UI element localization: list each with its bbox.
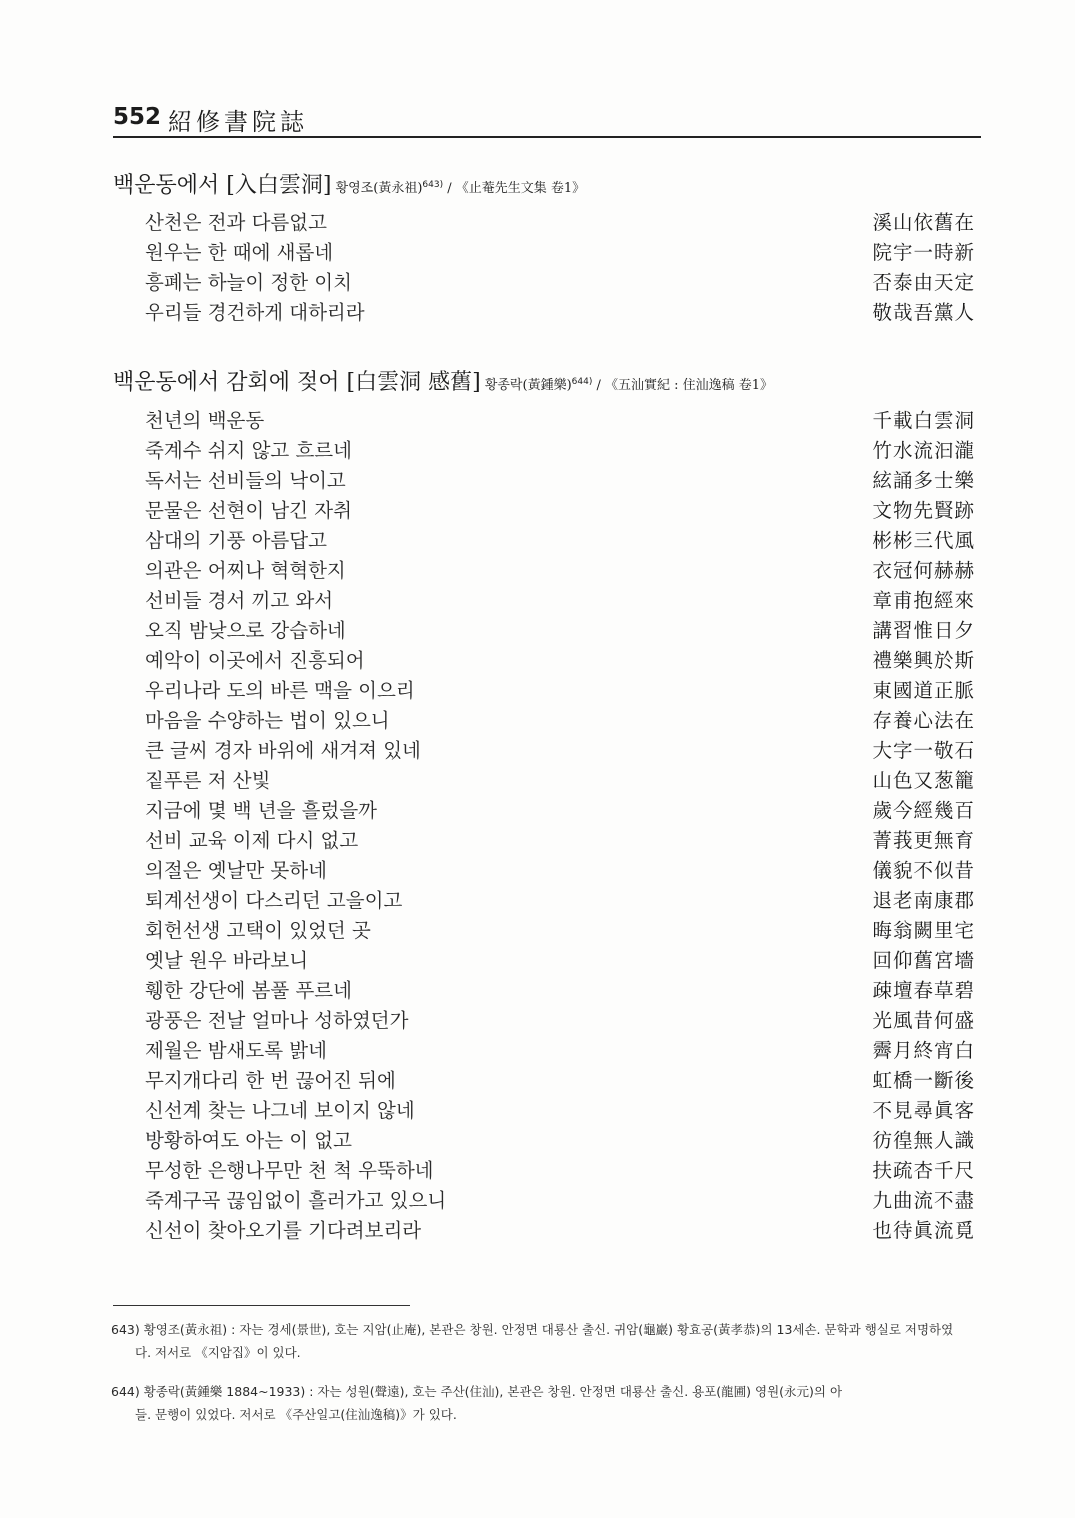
poem1-note-ref: 643) — [422, 180, 444, 190]
footnote-644-line2: 들. 문행이 있었다. 저서로 《주산일고(住汕逸稿)》가 있다. — [135, 1407, 457, 1422]
poem-line-korean: 신선계 찾는 나그네 보이지 않네 — [145, 1099, 415, 1122]
poem-line-hanja: 大字一敬石 — [872, 739, 975, 762]
poem-line-hanja: 山色又葱籠 — [872, 769, 975, 792]
poem-line-hanja: 霽月終宵白 — [872, 1039, 975, 1062]
poem-line-hanja: 存養心法在 — [872, 709, 975, 732]
poem-line-korean: 죽계구곡 끊임없이 흘러가고 있으니 — [145, 1189, 447, 1212]
poem-line — [145, 855, 975, 885]
poem-line-korean: 신선이 찾아오기를 기다려보리라 — [145, 1219, 422, 1242]
page-header — [113, 100, 981, 138]
poem-line-korean: 제월은 밤새도록 밝네 — [145, 1039, 327, 1062]
poem1-source: 《止菴先生文集 卷1》 — [455, 181, 586, 196]
poem-line-korean: 의관은 어찌나 혁혁한지 — [145, 559, 346, 582]
poem-line — [145, 945, 975, 975]
poem-line-korean: 선비들 경서 끼고 와서 — [145, 589, 334, 612]
poem-line-hanja: 回仰舊宮墻 — [872, 949, 975, 972]
poem-line — [145, 735, 975, 765]
poem-line-korean: 옛날 원우 바라보니 — [145, 949, 309, 972]
poem2-title — [113, 365, 983, 396]
poem-line-korean: 우리나라 도의 바른 맥을 이으리 — [145, 679, 415, 702]
poem-line — [145, 645, 975, 675]
poem-line-hanja: 溪山依舊在 — [872, 211, 975, 234]
poem1-author: 황영조(黃永祖) — [331, 181, 423, 196]
poem-line — [145, 465, 975, 495]
poem-line-hanja: 虹橋一斷後 — [872, 1069, 975, 1092]
poem-line — [145, 795, 975, 825]
poem-line-korean: 흥폐는 하늘이 정한 이치 — [145, 271, 352, 294]
poem-line — [145, 885, 975, 915]
poem2-title-korean: 백운동에서 감회에 젖어 — [113, 370, 347, 395]
poem2-separator: / — [592, 378, 605, 393]
poem-line-hanja: 衣冠何赫赫 — [872, 559, 975, 582]
poem-line-korean: 퇴계선생이 다스리던 고을이고 — [145, 889, 403, 912]
poem-line-hanja: 彷徨無人識 — [872, 1129, 975, 1152]
poem-line-hanja: 院宇一時新 — [872, 241, 975, 264]
poem-line-korean: 큰 글씨 경자 바위에 새겨져 있네 — [145, 739, 421, 762]
poem-line-hanja: 敬哉吾黨人 — [872, 301, 975, 324]
poem-line — [145, 405, 975, 435]
poem-line-hanja: 否泰由天定 — [872, 271, 975, 294]
poem-line — [145, 615, 975, 645]
footnote-643-line2: 다. 저서로 《지암집》이 있다. — [135, 1345, 301, 1360]
poem-line — [145, 705, 975, 735]
poem1-title-hanja: [入白雲洞] — [226, 173, 332, 198]
poem-line-hanja: 扶疏杏千尺 — [872, 1159, 975, 1182]
poem-line-korean: 산천은 전과 다름없고 — [145, 211, 327, 234]
poem-line — [145, 675, 975, 705]
poem-line — [145, 1065, 975, 1095]
poem-line — [145, 1035, 975, 1065]
poem-line-korean: 독서는 선비들의 낙이고 — [145, 469, 346, 492]
footnote-643 — [113, 1318, 983, 1364]
poem-line-korean: 우리들 경건하게 대하리라 — [145, 301, 365, 324]
poem-line-hanja: 九曲流不盡 — [872, 1189, 975, 1212]
poem-line-hanja: 歲今經幾百 — [872, 799, 975, 822]
poem-line — [145, 435, 975, 465]
poem-line-korean: 의절은 옛날만 못하네 — [145, 859, 327, 882]
poem-line-hanja: 章甫抱經來 — [872, 589, 975, 612]
footnote-644-line1: 644) 황종락(黃鍾樂 1884~1933) : 자는 성원(聲遠), 호는 주산(住汕), 본관은 창원. 안정면 대룡산 출신. 용포(龍圃) 영원(永元)의 아 — [111, 1384, 843, 1399]
poem-line-hanja: 絃誦多士樂 — [872, 469, 975, 492]
poem2-title-hanja: [白雲洞 感舊] — [346, 370, 481, 395]
poem-line-hanja: 不見尋眞客 — [872, 1099, 975, 1122]
poem-line — [145, 585, 975, 615]
poem-line-hanja: 東國道正脈 — [872, 679, 975, 702]
poem-line-hanja: 菁莪更無育 — [872, 829, 975, 852]
poem-line-korean: 지금에 몇 백 년을 흘렀을까 — [145, 799, 378, 822]
poem1-title-korean: 백운동에서 — [113, 173, 227, 198]
poem-line-korean: 마음을 수양하는 법이 있으니 — [145, 709, 390, 732]
poem-line — [145, 1005, 975, 1035]
poem-line-korean: 회헌선생 고택이 있었던 곳 — [145, 919, 371, 942]
poem-line-korean: 삼대의 기풍 아름답고 — [145, 529, 327, 552]
footnote-643-line1: 643) 황영조(黃永祖) : 자는 경세(景世), 호는 지암(止庵), 본관은 창원. 안정면 대룡산 출신. 귀암(龜巖) 황효공(黃孝恭)의 13세손. 문학과 행실로 저명하였 — [111, 1322, 954, 1337]
poem-line-korean: 천년의 백운동 — [145, 409, 265, 432]
poem-line-korean: 휑한 강단에 봄풀 푸르네 — [145, 979, 352, 1002]
poem-line-hanja: 彬彬三代風 — [872, 529, 975, 552]
poem-line-korean: 짙푸른 저 산빛 — [145, 769, 271, 792]
poem-line — [145, 525, 975, 555]
poem-line — [145, 1125, 975, 1155]
poem-line-korean: 무지개다리 한 번 끊어진 뒤에 — [145, 1069, 396, 1092]
poem-line-hanja: 禮樂興於斯 — [872, 649, 975, 672]
poem-line-korean: 문물은 선현이 남긴 자취 — [145, 499, 352, 522]
poem2-source: 《五汕實紀 : 住汕逸稿 卷1》 — [605, 378, 774, 393]
poem-line — [145, 1155, 975, 1185]
poem-line — [145, 207, 975, 237]
footnote-divider — [113, 1305, 410, 1306]
poem2-note-ref: 644) — [571, 377, 593, 387]
poem1-title — [113, 168, 983, 199]
poem-line — [145, 1185, 975, 1215]
poem-line — [145, 297, 975, 327]
poem-line-hanja: 退老南康郡 — [872, 889, 975, 912]
poem-line-korean: 예악이 이곳에서 진흥되어 — [145, 649, 365, 672]
poem-line — [145, 237, 975, 267]
poem-line-korean: 오직 밤낮으로 강습하네 — [145, 619, 346, 642]
poem-line — [145, 915, 975, 945]
poem-line — [145, 1095, 975, 1125]
poem-line — [145, 267, 975, 297]
poem-line — [145, 495, 975, 525]
poem-line — [145, 975, 975, 1005]
poem-line-hanja: 儀貌不似昔 — [872, 859, 975, 882]
poem-line-korean: 원우는 한 때에 새롭네 — [145, 241, 334, 264]
footnote-644 — [113, 1380, 983, 1426]
poem-line-hanja: 講習惟日夕 — [872, 619, 975, 642]
poem-line-hanja: 光風昔何盛 — [872, 1009, 975, 1032]
poem-line-hanja: 竹水流汩瀧 — [872, 439, 975, 462]
poem-line-hanja: 也待眞流覓 — [872, 1219, 975, 1242]
poem2-author: 황종락(黃鍾樂) — [480, 378, 572, 393]
poem-line — [145, 555, 975, 585]
poem1-separator: / — [443, 181, 456, 196]
poem-line-korean: 죽계수 쉬지 않고 흐르네 — [145, 439, 352, 462]
poem-line — [145, 765, 975, 795]
poem-line-hanja: 疎壇春草碧 — [872, 979, 975, 1002]
poem-line-hanja: 千載白雲洞 — [872, 409, 975, 432]
book-title: 紹修書院誌 — [168, 108, 308, 136]
poem-line-hanja: 文物先賢跡 — [872, 499, 975, 522]
poem-line-hanja: 晦翁闕里宅 — [872, 919, 975, 942]
poem-line-korean: 선비 교육 이제 다시 없고 — [145, 829, 359, 852]
poem-line-korean: 광풍은 전날 얼마나 성하였던가 — [145, 1009, 409, 1032]
poem-line — [145, 1215, 975, 1245]
poem-line-korean: 무성한 은행나무만 천 척 우뚝하네 — [145, 1159, 434, 1182]
poem-line — [145, 825, 975, 855]
page-number: 552 — [113, 104, 162, 130]
poem-line-korean: 방황하여도 아는 이 없고 — [145, 1129, 352, 1152]
